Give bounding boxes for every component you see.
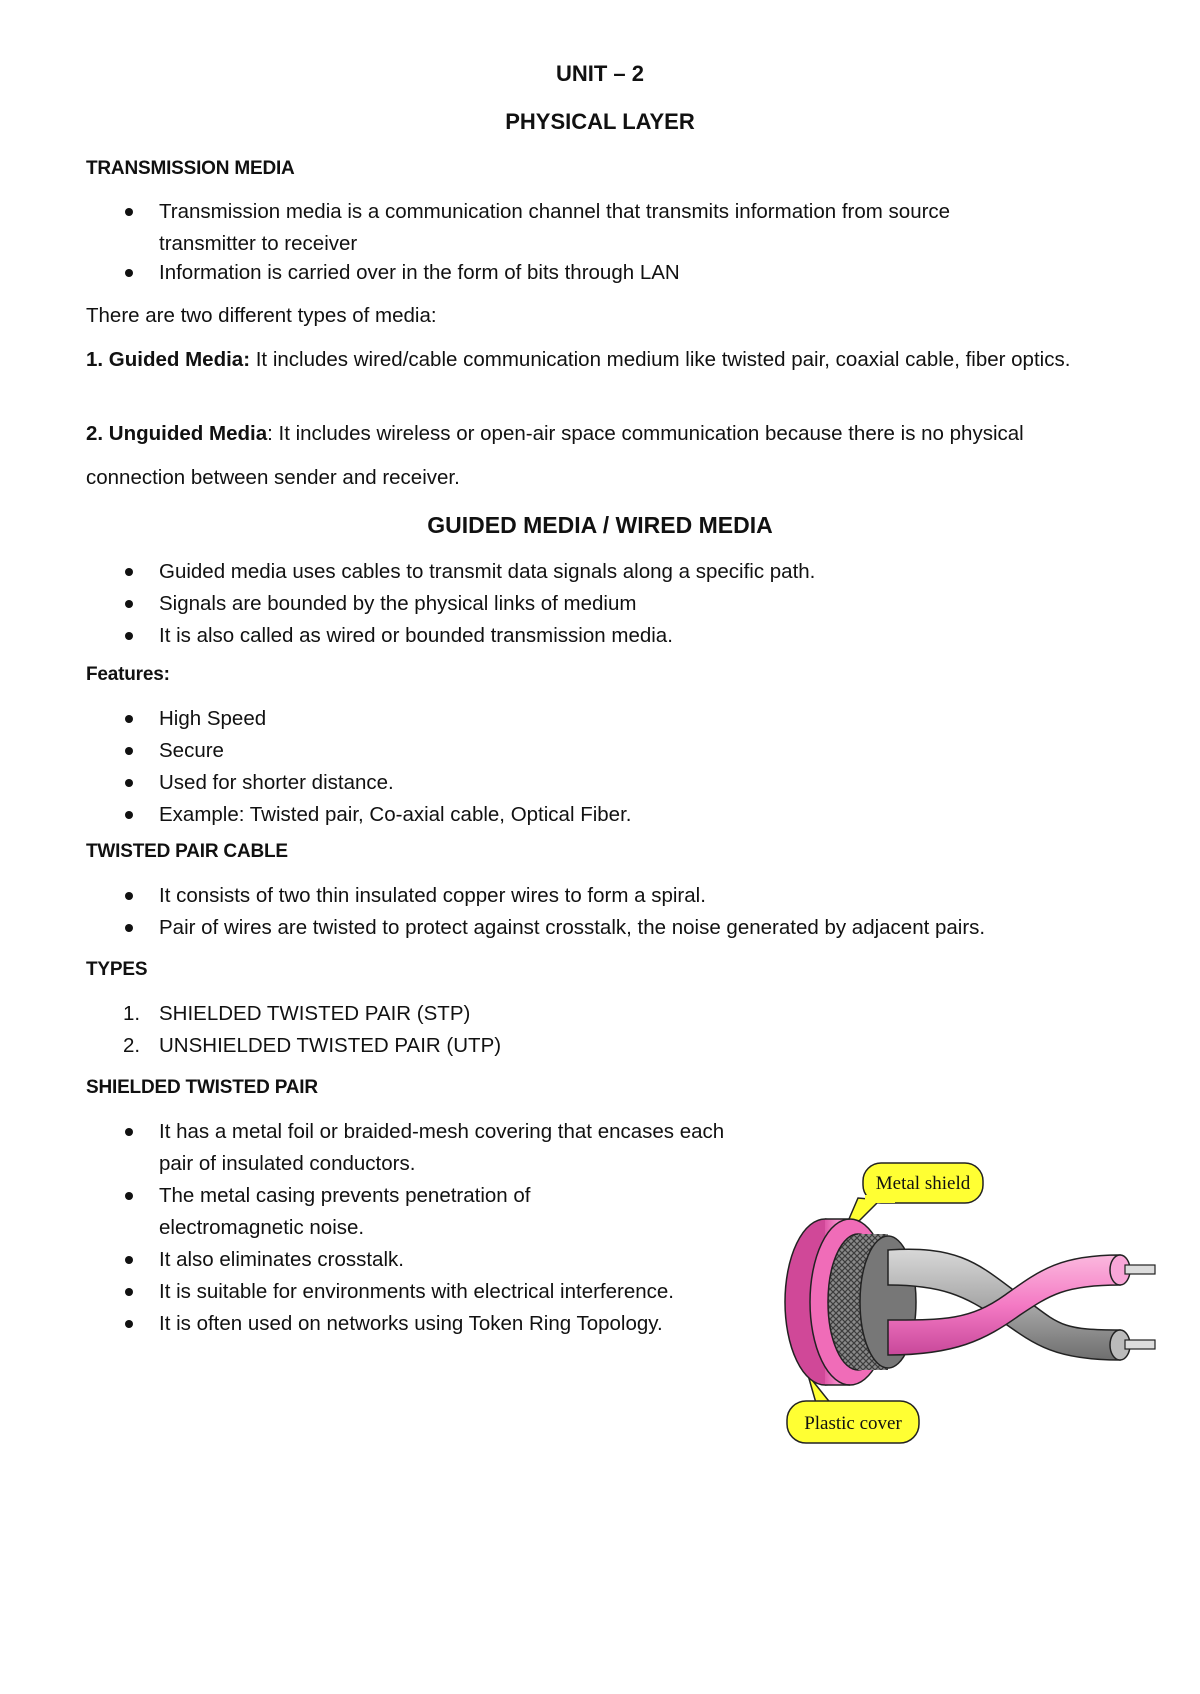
- stp-heading: SHIELDED TWISTED PAIR: [86, 1077, 318, 1098]
- guided-media-text: It includes wired/cable communication medium like twisted pair, coaxial cable, fiber optics.: [250, 348, 1071, 371]
- list-item: Example: Twisted pair, Co-axial cable, Optical Fiber.: [86, 799, 1086, 831]
- unguided-media-text: : It includes wireless or open-air space communication because there is no physical: [267, 422, 1024, 445]
- transmission-media-heading: TRANSMISSION MEDIA: [86, 158, 295, 179]
- list-item: Secure: [86, 735, 1086, 767]
- list-item: It is suitable for environments with electrical interference.: [86, 1276, 746, 1308]
- guided-media-paragraph: [86, 344, 1126, 376]
- list-item: High Speed: [86, 703, 1086, 735]
- list-item: Guided media uses cables to transmit data signals along a specific path.: [86, 556, 1086, 588]
- guided-bullets: [86, 556, 1086, 652]
- transmission-bullets: [86, 196, 1086, 289]
- page-title: UNIT – 2: [555, 61, 645, 86]
- stp-cable-figure: [770, 1145, 1165, 1460]
- list-item: 1. SHIELDED TWISTED PAIR (STP): [123, 1002, 471, 1025]
- guided-media-heading: GUIDED MEDIA / WIRED MEDIA: [427, 512, 773, 538]
- stp-bullets: [86, 1116, 746, 1340]
- unguided-media-text-continued: connection between sender and receiver.: [86, 466, 460, 489]
- list-item: Signals are bounded by the physical links of medium: [86, 588, 1086, 620]
- list-item: Transmission media is a communication channel that transmits information from source transmitter to receiver: [86, 196, 1086, 260]
- unguided-media-label: 2. Unguided Media: [86, 422, 268, 445]
- list-item: Information is carried over in the form of bits through LAN: [86, 257, 1086, 289]
- types-heading: TYPES: [86, 959, 148, 980]
- unguided-media-paragraph: [86, 418, 1126, 450]
- features-list: [86, 703, 1086, 831]
- metal-shield-label: Metal shield: [875, 1173, 971, 1194]
- plastic-cover-label: Plastic cover: [804, 1413, 902, 1434]
- twisted-pair-bullets: [86, 880, 1146, 944]
- types-list: [86, 998, 1086, 1062]
- list-item: 2. UNSHIELDED TWISTED PAIR (UTP): [123, 1034, 502, 1057]
- list-item: It has a metal foil or braided-mesh covering that encases each pair of insulated conductors.: [86, 1116, 746, 1180]
- list-item: Pair of wires are twisted to protect against crosstalk, the noise generated by adjacent pairs.: [86, 912, 1146, 944]
- media-types-intro: There are two different types of media:: [86, 304, 437, 327]
- features-heading: Features:: [86, 664, 170, 685]
- list-item: It is often used on networks using Token Ring Topology.: [86, 1308, 746, 1340]
- twisted-pair-heading: TWISTED PAIR CABLE: [86, 841, 288, 862]
- list-item: It is also called as wired or bounded transmission media.: [86, 620, 1086, 652]
- page-subtitle: PHYSICAL LAYER: [505, 109, 695, 134]
- list-item: It consists of two thin insulated copper wires to form a spiral.: [86, 880, 1146, 912]
- list-item: It also eliminates crosstalk.: [86, 1244, 746, 1276]
- list-item: The metal casing prevents penetration of electromagnetic noise.: [86, 1180, 746, 1244]
- guided-media-label: 1. Guided Media:: [86, 348, 251, 371]
- list-item: Used for shorter distance.: [86, 767, 1086, 799]
